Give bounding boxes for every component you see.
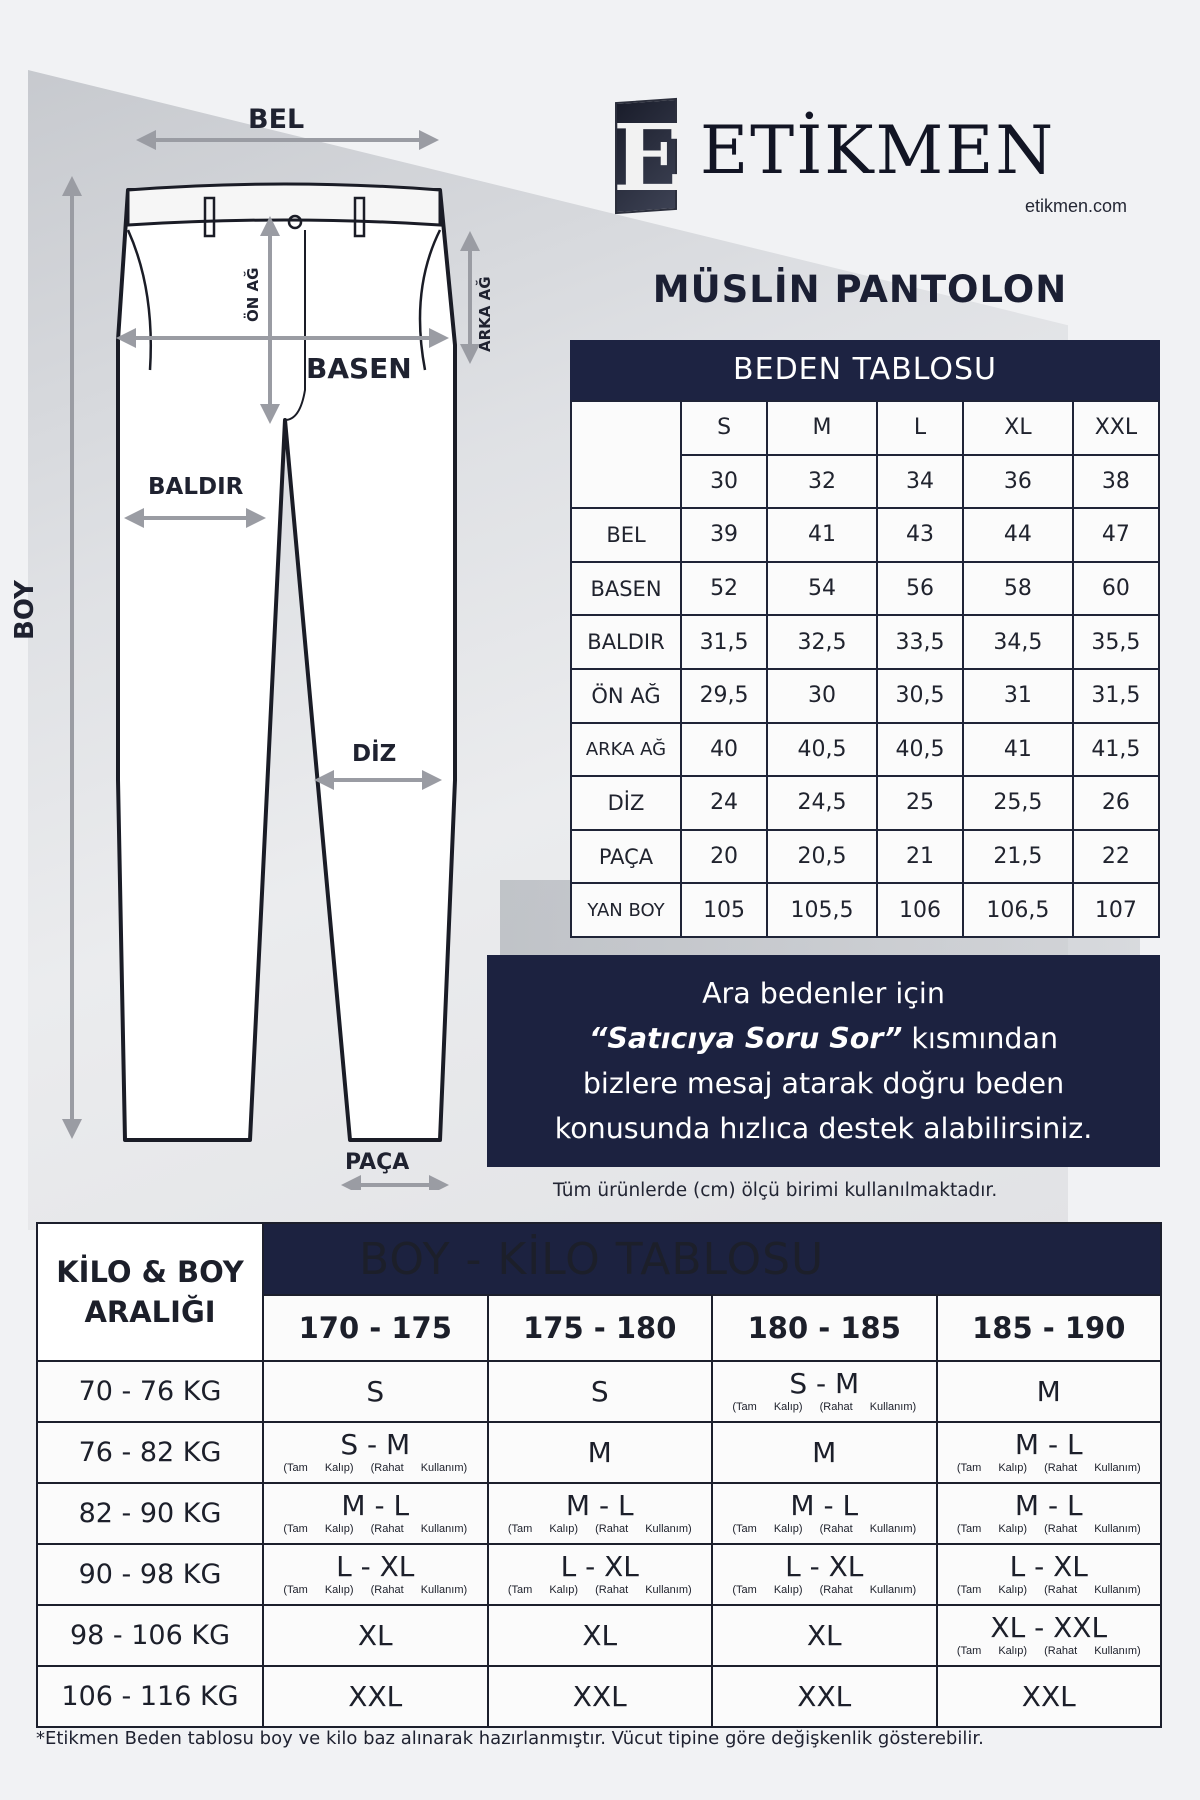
size-cell: 44 [963,508,1073,562]
bk-size-cell [488,1361,713,1422]
bk-size-cell [488,1605,713,1666]
bk-size-cell [937,1605,1162,1666]
size-cell: S [681,401,767,455]
bk-weight-label: 82 - 90 KG [37,1483,263,1544]
info-line: bizlere mesaj atarak doğru beden [582,1067,1065,1100]
size-cell: L [877,401,963,455]
size-cell: 38 [1073,455,1159,509]
bk-fit-note: (Tam Kalıp) (Rahat Kullanım) [283,1522,468,1535]
bk-size-cell [488,1544,713,1605]
info-line: Ara bedenler için [702,977,945,1010]
size-cell: 33,5 [877,615,963,669]
size-row-label: ÖN AĞ [571,669,681,723]
size-cell: 40,5 [877,723,963,777]
bk-size-value: L - XL [560,1549,639,1583]
bk-size-value: M - L [565,1488,634,1522]
size-row [571,562,1159,616]
label-paca: PAÇA [345,1150,410,1175]
size-cell: 56 [877,562,963,616]
bk-fit-note: (Tam Kalıp) (Rahat Kullanım) [283,1461,468,1474]
bk-fit-note: (Tam Kalıp) (Rahat Kullanım) [283,1583,468,1596]
size-table-grid [570,400,1160,938]
size-row [571,723,1159,777]
size-row-label: BEL [571,508,681,562]
bk-height-header: 170 - 175 [263,1295,488,1361]
pants-diagram [0,60,480,1190]
bk-size-cell [937,1361,1162,1422]
info-line: konusunda hızlıca destek alabilirsiniz. [554,1112,1093,1145]
bk-size-value: XL [582,1618,618,1652]
size-row [571,669,1159,723]
size-cell: 25 [877,776,963,830]
size-cell: 105 [681,883,767,937]
bk-size-value: XL - XXL [990,1610,1108,1644]
size-cell: 30 [681,455,767,509]
bk-size-cell [712,1361,937,1422]
bk-size-value: L - XL [1009,1549,1088,1583]
bk-row [37,1422,1161,1483]
size-cell: 58 [963,562,1073,616]
bk-height-header: 175 - 180 [488,1295,713,1361]
bk-weight-label: 70 - 76 KG [37,1361,263,1422]
bk-fit-note: (Tam Kalıp) (Rahat Kullanım) [956,1522,1141,1535]
bk-size-cell [937,1666,1162,1727]
bk-size-value: L - XL [336,1549,415,1583]
size-cell: 31,5 [1073,669,1159,723]
size-row-label: BALDIR [571,615,681,669]
bk-size-value: XXL [1021,1679,1076,1713]
size-cell: XXL [1073,401,1159,455]
size-row-label: YAN BOY [571,883,681,937]
bk-size-value: M - L [1014,1427,1083,1461]
size-cell: 41 [963,723,1073,777]
bk-size-value: XXL [348,1679,403,1713]
boy-kilo-grid [36,1222,1162,1728]
bk-height-header: 185 - 190 [937,1295,1162,1361]
label-diz: DİZ [352,741,397,767]
bk-weight-label: 98 - 106 KG [37,1605,263,1666]
size-cell: 34,5 [963,615,1073,669]
info-box [487,955,1160,1167]
size-cell: 30,5 [877,669,963,723]
brand-url: etikmen.com [1025,196,1128,216]
bk-size-cell [712,1605,937,1666]
size-cell: 34 [877,455,963,509]
size-cell: M [767,401,877,455]
brand-name: ETİKMEN [700,112,1056,189]
size-row [571,776,1159,830]
size-row [571,830,1159,884]
size-cell: 30 [767,669,877,723]
size-cell: 31 [963,669,1073,723]
bk-size-value: XXL [572,1679,627,1713]
size-row-label [571,401,681,508]
bk-size-value: M [587,1435,612,1469]
bk-size-cell [263,1544,488,1605]
size-table [570,340,1160,938]
bk-size-cell [712,1666,937,1727]
size-cell: 24,5 [767,776,877,830]
bk-fit-note: (Tam Kalıp) (Rahat Kullanım) [956,1644,1141,1657]
size-cell: 20,5 [767,830,877,884]
size-cell: 29,5 [681,669,767,723]
bk-row [37,1666,1161,1727]
size-cell: 40,5 [767,723,877,777]
bk-size-value: M - L [1014,1488,1083,1522]
size-cell: 21,5 [963,830,1073,884]
size-cell: 105,5 [767,883,877,937]
bk-size-value: M - L [341,1488,410,1522]
bk-size-value: M [812,1435,837,1469]
size-row [571,883,1159,937]
bk-size-value: XXL [797,1679,852,1713]
size-cell: 20 [681,830,767,884]
logo-letter: E [612,104,684,212]
bk-title: BOY - KİLO TABLOSU [263,1223,1161,1295]
bk-weight-label: 76 - 82 KG [37,1422,263,1483]
size-cell: 36 [963,455,1073,509]
size-row-label: PAÇA [571,830,681,884]
bk-height-header: 180 - 185 [712,1295,937,1361]
bk-size-cell [263,1666,488,1727]
label-on-ag: ÖN AĞ [244,267,262,322]
bk-size-value: L - XL [785,1549,864,1583]
bk-fit-note: (Tam Kalıp) (Rahat Kullanım) [732,1583,917,1596]
bk-size-value: XL [357,1618,393,1652]
label-boy: BOY [10,580,40,640]
size-row-label: ARKA AĞ [571,723,681,777]
bk-size-value: S - M [789,1366,860,1400]
size-cell: 107 [1073,883,1159,937]
bk-size-value: S [590,1374,609,1408]
bk-row [37,1544,1161,1605]
bk-row [37,1483,1161,1544]
size-row [571,401,1159,455]
bk-size-cell [712,1422,937,1483]
bk-size-value: XL [806,1618,842,1652]
size-cell: 41 [767,508,877,562]
size-row [571,615,1159,669]
label-baldir: BALDIR [148,474,244,500]
ask-seller-text: “Satıcıya Soru Sor” [588,1022,903,1055]
footnote: *Etikmen Beden tablosu boy ve kilo baz alınarak hazırlanmıştır. Vücut tipine göre değişkenlik gösterebilir. [36,1728,984,1749]
size-cell: 43 [877,508,963,562]
size-row [571,508,1159,562]
label-arka-ag: ARKA AĞ [476,276,494,352]
size-cell: 24 [681,776,767,830]
bk-size-cell [263,1422,488,1483]
info-line: “Satıcıya Soru Sor” kısmından [588,1022,1059,1055]
pants-outline [118,190,455,1140]
size-row-label: DİZ [571,776,681,830]
bk-size-cell [712,1544,937,1605]
bk-size-value: M - L [790,1488,859,1522]
size-cell: 32 [767,455,877,509]
size-cell: 25,5 [963,776,1073,830]
bk-weight-label: 90 - 98 KG [37,1544,263,1605]
unit-note: Tüm ürünlerde (cm) ölçü birimi kullanılmaktadır. [553,1180,998,1201]
bk-fit-note: (Tam Kalıp) (Rahat Kullanım) [507,1522,692,1535]
size-table-title: BEDEN TABLOSU [570,340,1160,400]
bk-fit-note: (Tam Kalıp) (Rahat Kullanım) [732,1522,917,1535]
product-title: MÜSLİN PANTOLON [652,268,1068,311]
size-cell: 22 [1073,830,1159,884]
bk-size-cell [937,1483,1162,1544]
size-cell: 26 [1073,776,1159,830]
bk-corner-label: KİLO & BOY ARALIĞI [37,1223,263,1361]
size-cell: 39 [681,508,767,562]
size-cell: 47 [1073,508,1159,562]
bk-size-value: M [1036,1374,1061,1408]
size-cell: 54 [767,562,877,616]
bk-fit-note: (Tam Kalıp) (Rahat Kullanım) [507,1583,692,1596]
bk-size-cell [263,1483,488,1544]
size-cell: 40 [681,723,767,777]
label-bel: BEL [248,104,305,135]
size-cell: 31,5 [681,615,767,669]
bk-size-cell [712,1483,937,1544]
bk-size-cell [488,1666,713,1727]
size-cell: 52 [681,562,767,616]
bk-size-cell [937,1544,1162,1605]
size-cell: 106,5 [963,883,1073,937]
size-row-label: BASEN [571,562,681,616]
bk-fit-note: (Tam Kalıp) (Rahat Kullanım) [732,1400,917,1413]
bk-size-value: S - M [340,1427,411,1461]
bk-size-cell [488,1483,713,1544]
bk-fit-note: (Tam Kalıp) (Rahat Kullanım) [956,1461,1141,1474]
bk-size-cell [263,1361,488,1422]
bk-row [37,1361,1161,1422]
bk-row [37,1605,1161,1666]
bk-size-cell [937,1422,1162,1483]
size-cell: 41,5 [1073,723,1159,777]
size-cell: 106 [877,883,963,937]
bk-size-value: S [366,1374,385,1408]
size-cell: 32,5 [767,615,877,669]
size-cell: XL [963,401,1073,455]
bk-fit-note: (Tam Kalıp) (Rahat Kullanım) [956,1583,1141,1596]
boy-kilo-table [36,1222,1162,1728]
bk-size-cell [488,1422,713,1483]
size-cell: 60 [1073,562,1159,616]
size-cell: 21 [877,830,963,884]
size-cell: 35,5 [1073,615,1159,669]
label-basen: BASEN [306,352,412,385]
waistband [128,184,440,225]
bk-size-cell [263,1605,488,1666]
bk-weight-label: 106 - 116 KG [37,1666,263,1727]
